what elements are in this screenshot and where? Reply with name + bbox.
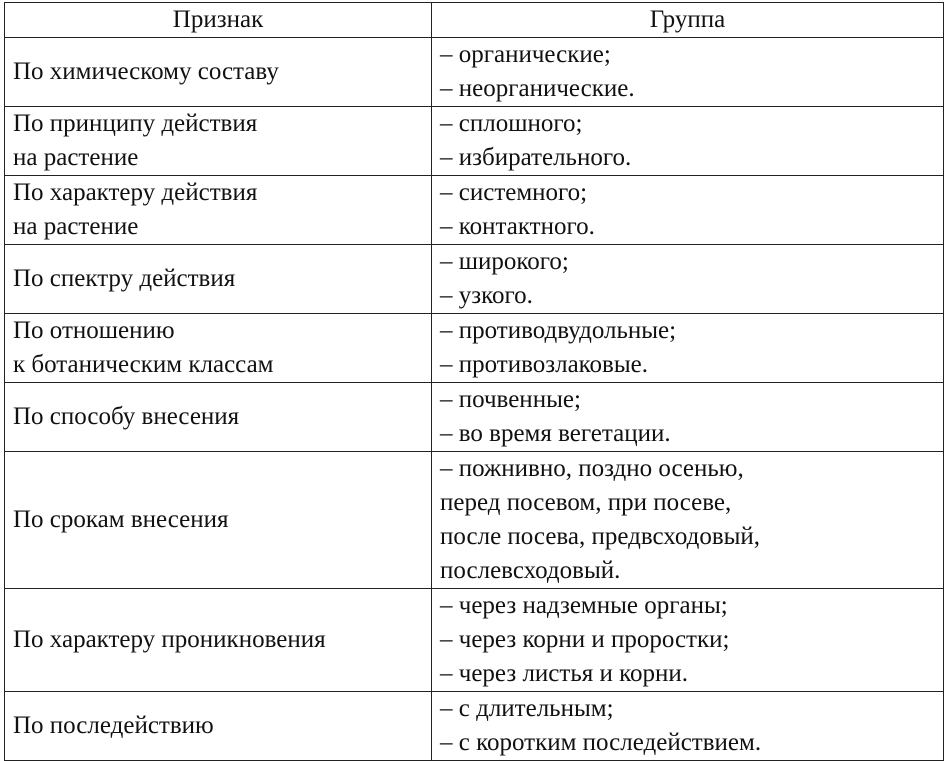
table-row <box>5 107 944 176</box>
group-cell <box>432 176 944 245</box>
herbicide-classification-table <box>4 2 944 761</box>
group-line: – противодвудольные; <box>440 317 677 344</box>
group-cell <box>432 589 944 692</box>
group-line: – системного; <box>440 179 588 206</box>
group-line: – почвенные; <box>440 386 581 413</box>
group-line: – органические; <box>440 41 611 68</box>
sign-line: на растение <box>13 144 139 171</box>
group-line: – сплошного; <box>440 110 583 137</box>
sign-line: По спектру действия <box>13 265 236 292</box>
sign-cell <box>5 107 432 176</box>
group-line: послевсходовый. <box>440 557 621 584</box>
group-cell <box>432 38 944 107</box>
sign-cell <box>5 314 432 383</box>
group-line: – пожнивно, поздно осенью, <box>440 455 744 482</box>
header-sign: Признак <box>5 3 432 38</box>
group-cell <box>432 245 944 314</box>
group-line: – узкого. <box>440 282 533 309</box>
sign-cell <box>5 383 432 452</box>
group-line: перед посевом, при посеве, <box>440 489 732 516</box>
sign-cell <box>5 176 432 245</box>
header-row <box>5 3 944 38</box>
sign-line: По химическому составу <box>13 58 279 85</box>
table-row <box>5 314 944 383</box>
group-line: – через корни и проростки; <box>440 626 730 653</box>
group-line: – с длительным; <box>440 695 614 722</box>
group-line: – избирательного. <box>440 144 632 171</box>
sign-cell <box>5 452 432 589</box>
table-row <box>5 589 944 692</box>
table-row <box>5 176 944 245</box>
group-line: – широкого; <box>440 248 569 275</box>
sign-cell <box>5 245 432 314</box>
group-cell <box>432 452 944 589</box>
sign-line: По последействию <box>13 712 214 739</box>
sign-line: По принципу действия <box>13 110 258 137</box>
sign-line: По характеру действия <box>13 179 258 206</box>
table-row <box>5 383 944 452</box>
sign-cell <box>5 589 432 692</box>
sign-cell <box>5 692 432 761</box>
group-line: – через листья и корни. <box>440 660 688 687</box>
sign-cell <box>5 38 432 107</box>
group-line: – неорганические. <box>440 75 635 102</box>
group-cell <box>432 383 944 452</box>
group-line: – с коротким последействием. <box>440 729 762 756</box>
sign-line: По отношению <box>13 317 175 344</box>
group-line: – во время вегетации. <box>440 420 671 447</box>
group-cell <box>432 314 944 383</box>
group-cell <box>432 107 944 176</box>
table-row <box>5 245 944 314</box>
header-group: Группа <box>432 3 944 38</box>
sign-line: к ботаническим классам <box>13 351 274 378</box>
sign-line: на растение <box>13 213 139 240</box>
group-line: после посева, предвсходовый, <box>440 523 761 550</box>
group-line: – противозлаковые. <box>440 351 649 378</box>
table-row <box>5 692 944 761</box>
table-row <box>5 452 944 589</box>
table-row <box>5 38 944 107</box>
table-container <box>4 2 944 761</box>
group-cell <box>432 692 944 761</box>
group-line: – через надземные органы; <box>440 592 728 619</box>
sign-line: По характеру проникновения <box>13 626 326 653</box>
group-line: – контактного. <box>440 213 595 240</box>
sign-line: По способу внесения <box>13 403 240 430</box>
sign-line: По срокам внесения <box>13 506 229 533</box>
